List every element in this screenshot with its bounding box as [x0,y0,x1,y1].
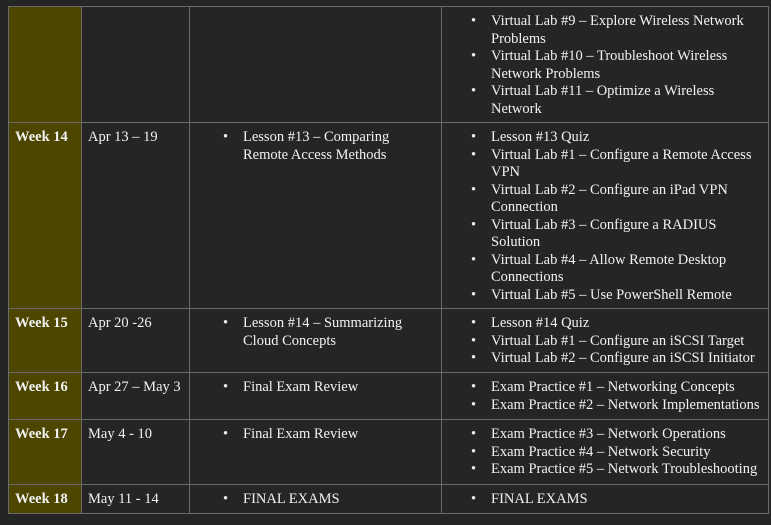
list-item: • Virtual Lab #5 – Use PowerShell Remote [491,287,768,305]
labs-cell [442,309,769,373]
lesson-list [190,491,441,509]
lessons-cell [190,485,442,514]
lesson-list [190,426,441,444]
schedule-body [9,7,769,514]
dates-cell: May 11 - 14 [82,485,190,514]
schedule-row [9,485,769,514]
list-item: • Virtual Lab #1 – Configure a Remote Access VPN [491,147,768,182]
list-item: • Exam Practice #2 – Network Implementations [491,397,768,415]
lab-list [442,491,768,509]
lab-list [442,315,768,368]
week-cell: Week 18 [9,485,82,514]
schedule-row [9,309,769,373]
lessons-cell [190,420,442,485]
lab-list [442,129,768,304]
list-item: • FINAL EXAMS [243,491,441,509]
list-item: • Virtual Lab #1 – Configure an iSCSI Target [491,333,768,351]
lab-list [442,379,768,414]
schedule-row [9,123,769,309]
week-cell: Week 17 [9,420,82,485]
list-item: • Virtual Lab #3 – Configure a RADIUS Solution [491,217,768,252]
schedule-row [9,373,769,420]
dates-cell: May 4 - 10 [82,420,190,485]
lessons-cell [190,123,442,309]
labs-cell [442,123,769,309]
list-item: • Virtual Lab #10 – Troubleshoot Wireless Network Problems [491,48,768,83]
list-item: • Exam Practice #3 – Network Operations [491,426,768,444]
dates-cell: Apr 27 – May 3 [82,373,190,420]
list-item: • Exam Practice #4 – Network Security [491,444,768,462]
list-item: • Lesson #14 Quiz [491,315,768,333]
week-cell: Week 16 [9,373,82,420]
week-cell: Week 15 [9,309,82,373]
lessons-cell [190,7,442,123]
lesson-list [190,379,441,397]
labs-cell [442,7,769,123]
dates-cell: Apr 20 -26 [82,309,190,373]
list-item: • Lesson #13 Quiz [491,129,768,147]
lab-list [442,426,768,479]
dates-cell: Apr 13 – 19 [82,123,190,309]
lesson-list [190,129,441,164]
list-item: • Virtual Lab #9 – Explore Wireless Network Problems [491,13,768,48]
list-item: • FINAL EXAMS [491,491,768,509]
lessons-cell [190,373,442,420]
labs-cell [442,373,769,420]
schedule-row [9,7,769,123]
dates-cell [82,7,190,123]
list-item: • Exam Practice #1 – Networking Concepts [491,379,768,397]
list-item: • Virtual Lab #11 – Optimize a Wireless Network [491,83,768,118]
list-item: • Virtual Lab #2 – Configure an iSCSI Initiator [491,350,768,368]
lesson-list [190,315,441,350]
schedule-table [8,6,769,514]
list-item: • Lesson #14 – Summarizing Cloud Concepts [243,315,421,350]
lab-list [442,13,768,118]
labs-cell [442,485,769,514]
list-item: • Final Exam Review [243,379,441,397]
list-item: • Virtual Lab #2 – Configure an iPad VPN Connection [491,182,768,217]
list-item: • Lesson #13 – Comparing Remote Access Methods [243,129,421,164]
week-cell [9,7,82,123]
week-cell: Week 14 [9,123,82,309]
list-item: • Virtual Lab #4 – Allow Remote Desktop Connections [491,252,768,287]
lessons-cell [190,309,442,373]
labs-cell [442,420,769,485]
schedule-row [9,420,769,485]
list-item: • Final Exam Review [243,426,441,444]
list-item: • Exam Practice #5 – Network Troubleshooting [491,461,768,479]
